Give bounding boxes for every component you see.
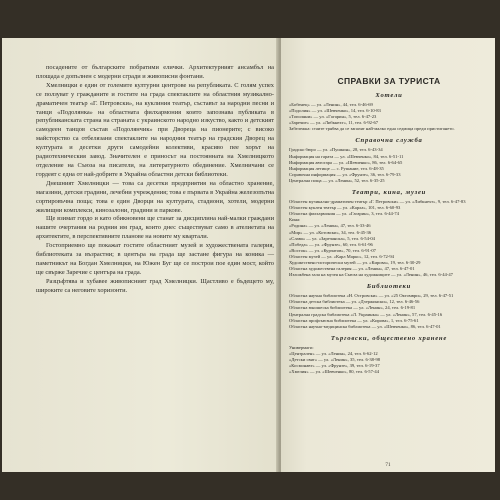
paragraph: Ще взимат гордо и като обикновени ще станат за дисциплина най-малки граждани нашите очертания на родния им град, които днес съществуват само в ателиетата на архитектите, в перспективните планове на новите му квартали. [36,215,274,241]
list-item: Информация на гарата — ул. «Шевченко», 84, тел. 6-51-11 [289,153,404,159]
list-item: «Детски свят» — ул. «Ленин», 35, тел. 6-38-98 [289,357,381,362]
page-title: СПРАВКИ ЗА ТУРИСТА [337,76,441,86]
list-item: Областна профсъюзна библиотека — ул. «Кирова», 1, тел. 6-75-61 [289,317,419,323]
list-item: Справочна информация — ул. «Фрунзе», 36, тел. 6-79-33 [289,171,401,177]
list-item: Градско бюро — ул. «Пушкин», 28, тел. 6-43-34 [289,147,383,153]
list-item: «Тополяни» — ул. «Гагарин», 5, тел. 6-47-23 [289,114,377,120]
list-item: Забележка: стаите трябва да се запазят най-малко една седмица преди пристигането. [289,126,455,132]
list-item: Информация летище — с. Рушание, тел. 6-48-35 [289,165,384,171]
left-page-body [36,64,274,296]
paragraph: Гостоприемно ще покажат гостите областният музей и художествената галерия, библиотеката за възрастни; в центъра на града ще застане фигура на коника — паметникът на Богдан Хмелницки, на Южен Буг ще се построи пое един мост, който ще свърже Заречие с центъра на града. [36,242,274,276]
list-item: Областен музей — ул. «Карл Маркс», 12, тел. 6-72-94 [289,253,394,259]
list-item: Областен музикално-драматичен театър «Г. Петровски» — ул. «Либкнехт», 9, тел. 6-47-83 [289,199,466,205]
section-heading-info-service: Справочна служба [355,137,423,145]
list-item: «Хмелия» — ул. «Шевченко», 80, тел. 6-57-44 [289,369,380,375]
list-item: «Космонавт» — ул. «Фрунзе», 39, тел. 6-19-37 [289,363,380,369]
list-item: Областна детска библиотека — ул. «Дзержински», 12, тел. 6-46-56 [289,299,420,305]
section-heading-libraries: Библиотеки [366,283,412,291]
section-heading-theatres: Театри, кина, музеи [351,189,427,197]
paragraph: Днешният Хмелницки — това са десетки предприятия на областно хранение, магазини, детски градини, лечебни учреждения; това е първата в Украйна железопътна сортировъчна поща; това е един Дворци на културата, стадиони, хотели, модерни жилищни комплекси, кинозалони, градини и паркове. [36,179,274,214]
list-item: «Подолия» — ул. «Шевченко», 14, тел. 6-10-83 [289,108,381,114]
list-item: Художествено-исторически музей — ул. «Кирова», 19, тел. 6-30-29 [289,259,421,265]
list-item: «Заречие» — ул. «Либкнехт», 11, тел. 6-92-67 [289,120,379,126]
tourist-info-column [289,76,489,375]
list-item: Изложбена зала на музея на Съюза на художниците — ул. «Ленин», 46, тел. 6-44-47 [289,272,453,278]
section-heading-shops: Търговски, обществено хранене [330,334,448,342]
list-item: Областен куклен театър — ул. «Карла», 101, тел. 6-60-93 [289,205,401,211]
right-page [281,38,495,472]
list-item: «Родина» — ул. «Ленин», 47, тел. 6-33-46 [289,223,371,229]
list-item: Областна художествена галерия — ул. «Ленин», 47, тел. 6-47-01 [289,266,415,272]
list-item: «Победа» — ул. «Фрунзе», 60, тел. 6-61-96 [289,241,373,247]
page-number: 71 [385,462,391,468]
list-item: Областна филхармония — ул. «Гагарин», 3, тел. 6-44-74 [289,211,399,217]
list-item: Централна поща — ул. «Ленин», 52, тел. 6-35-25 [289,177,385,183]
paragraph: посадените от българските побратими елички. Архитектурният ансамбъл на площада е допълнен с модерни сгради и живописни фонтани. [36,64,274,80]
list-item: Областна научно-медицинска библиотека — ул. «Шевченко», 86, тел. 6-47-01 [289,323,441,329]
list-item: «Централен» — ул. «Ленин», 24, тел. 6-62-12 [289,350,378,356]
list-item: «Бобенец» — ул. «Ленин», 44, тел. 6-46-69 [289,102,373,107]
list-subheading: Универмаги: [289,344,314,350]
paragraph: Разцъфтява и хубавее живописният град Хмелницки. Щастливо е бъдещето му, широките са неговите хоризонти. [36,277,274,294]
paragraph: Хмелницки е един от големите културни центрове на републиката. С голям успех се ползуват у гражданите и гостите на града спектаклите на областния музикално-драматичен театър «Г. Петровски», на куклиния театър, съставът за народни песни и танци «Подолянка» на областната филхармония които запознава публиката в републиканската страна на страната с украинското народно изкуство, както и детският самодеен танцов състав «Подолянчик» при Двореца на пионерите; с високо майсторство са отбелязани спектаклите на народния театър на градския Дворец на културата и десетки други самодейни колективи, красиво пее хорът на радиотехническия завод. Значителен е приносът на постоянната на Хмелницкото отделение на Съюза на писатели, на литературното обединение. Хмелничани се гордеят с една от най-добрите в Украйна областни детски библиотеки. [36,81,274,178]
list-item: Централна градска библиотека «Л. Украинка» — ул. «Ленин», 57, тел. 6-45-16 [289,311,443,317]
list-item: «Восток» — ул. «Курчатов», 70, тел. 6-91-07 [289,247,376,253]
section-heading-hotels: Хотели [375,92,403,99]
list-item: «Мир» — ул. «Котовски», 34, тел. 6-45-36 [289,229,372,235]
list-item: Информация автогара — ул. «Шевченко», 86, тел. 6-64-65 [289,159,403,165]
list-subheading: Кина: [289,217,301,223]
list-item: «Слава» — ул. «Заречанска», 5, тел. 6-54-04 [289,235,375,241]
left-page [2,38,278,472]
list-item: Областна научна библиотека «Н. Островски» — ул. «25 Октомври», 29, тел. 6-47-51 [289,293,454,299]
list-item: Областна юношеска библиотека — ул. «Ленин», 24, тел. 6-19-81 [289,305,416,311]
